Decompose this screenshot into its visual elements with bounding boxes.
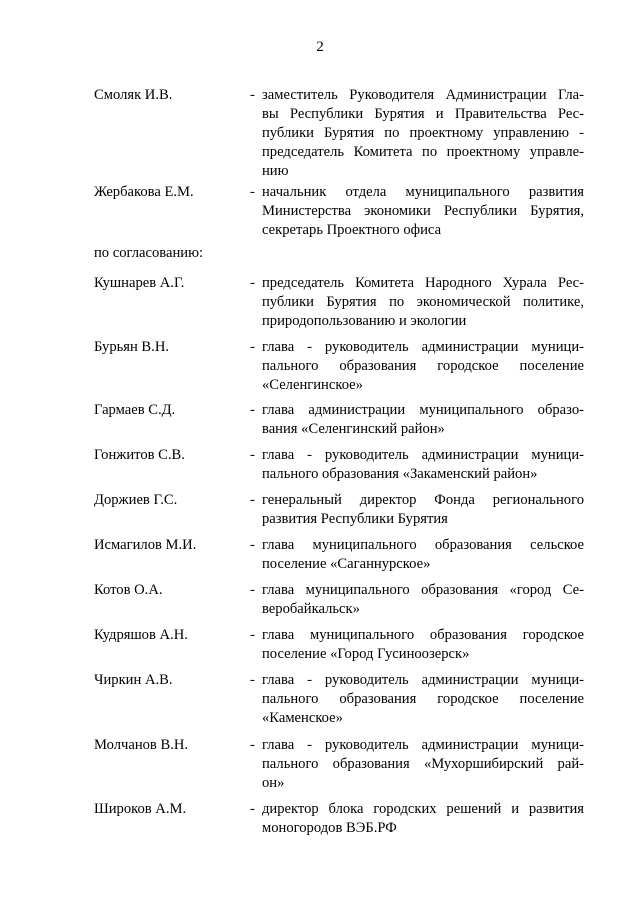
member-name: Чиркин А.В.	[94, 672, 173, 688]
position-line: председатель Комитета Народного Хурала Рес-	[262, 275, 584, 291]
member-position	[262, 536, 584, 574]
member-dash: -	[250, 402, 255, 418]
member-dash: -	[250, 87, 255, 103]
position-line: «Каменское»	[262, 710, 343, 726]
position-line: глава - руководитель администрации муници-	[262, 339, 584, 355]
member-name: Смоляк И.В.	[94, 87, 173, 103]
position-line: глава - руководитель администрации муници-	[262, 447, 584, 463]
member-dash: -	[250, 672, 255, 688]
member-dash: -	[250, 275, 255, 291]
member-name: Широков А.М.	[94, 801, 187, 817]
position-line: природопользованию и экологии	[262, 313, 467, 329]
member-position	[262, 183, 584, 240]
member-name: Жербакова Е.М.	[94, 184, 194, 200]
member-position	[262, 581, 584, 619]
member-position	[262, 800, 584, 838]
member-dash: -	[250, 339, 255, 355]
member-dash: -	[250, 737, 255, 753]
position-line: секретарь Проектного офиса	[262, 222, 442, 238]
position-line: заместитель Руководителя Администрации Гла-	[262, 87, 584, 103]
position-line: глава администрации муниципального образо-	[262, 402, 584, 418]
section-note: по согласованию:	[94, 245, 204, 261]
position-line: он»	[262, 775, 285, 791]
position-line: публики Бурятия по проектному управлению -	[262, 125, 584, 141]
position-line: моногородов ВЭБ.РФ	[262, 820, 397, 836]
position-line: поселение «Саганнурское»	[262, 556, 431, 572]
position-line: директор блока городских решений и развития	[262, 801, 584, 817]
position-line: пального образования «Закаменский район»	[262, 466, 538, 482]
position-line: глава муниципального образования «город Се-	[262, 582, 584, 598]
member-dash: -	[250, 492, 255, 508]
member-name: Кудряшов А.Н.	[94, 627, 188, 643]
member-dash: -	[250, 447, 255, 463]
member-name: Молчанов В.Н.	[94, 737, 189, 753]
member-name: Гонжитов С.В.	[94, 447, 185, 463]
position-line: Министерства экономики Республики Бурятия,	[262, 203, 584, 219]
member-position	[262, 446, 584, 484]
member-position	[262, 274, 584, 331]
position-line: вания «Селенгинский район»	[262, 421, 445, 437]
position-line: глава - руководитель администрации муници-	[262, 737, 584, 753]
member-position	[262, 736, 584, 793]
member-name: Доржиев Г.С.	[94, 492, 178, 508]
member-position	[262, 626, 584, 664]
member-name: Бурьян В.Н.	[94, 339, 170, 355]
position-line: публики Бурятия по экономической политике,	[262, 294, 584, 310]
member-name: Кушнарев А.Г.	[94, 275, 185, 291]
position-line: поселение «Город Гусиноозерск»	[262, 646, 470, 662]
position-line: развития Республики Бурятия	[262, 511, 448, 527]
member-dash: -	[250, 582, 255, 598]
member-position	[262, 491, 584, 529]
position-line: председатель Комитета по проектному управле-	[262, 144, 584, 160]
page-number: 2	[316, 39, 324, 55]
position-line: глава муниципального образования городское	[262, 627, 584, 643]
member-name: Котов О.А.	[94, 582, 163, 598]
member-dash: -	[250, 184, 255, 200]
member-dash: -	[250, 627, 255, 643]
member-name: Гармаев С.Д.	[94, 402, 176, 418]
position-line: генеральный директор Фонда регионального	[262, 492, 584, 508]
position-line: «Селенгинское»	[262, 377, 363, 393]
position-line: начальник отдела муниципального развития	[262, 184, 584, 200]
member-dash: -	[250, 801, 255, 817]
member-dash: -	[250, 537, 255, 553]
member-position	[262, 671, 584, 728]
position-line: глава - руководитель администрации муници-	[262, 672, 584, 688]
member-position	[262, 401, 584, 439]
position-line: глава муниципального образования сельское	[262, 537, 584, 553]
position-line: веробайкальск»	[262, 601, 360, 617]
member-position	[262, 86, 584, 181]
position-line: пального образования городское поселение	[262, 358, 584, 374]
position-line: пального образования «Мухоршибирский рай-	[262, 756, 584, 772]
position-line: нию	[262, 163, 289, 179]
position-line: вы Республики Бурятия и Правительства Рес-	[262, 106, 584, 122]
member-name: Исмагилов М.И.	[94, 537, 197, 553]
member-position	[262, 338, 584, 395]
position-line: пального образования городское поселение	[262, 691, 584, 707]
